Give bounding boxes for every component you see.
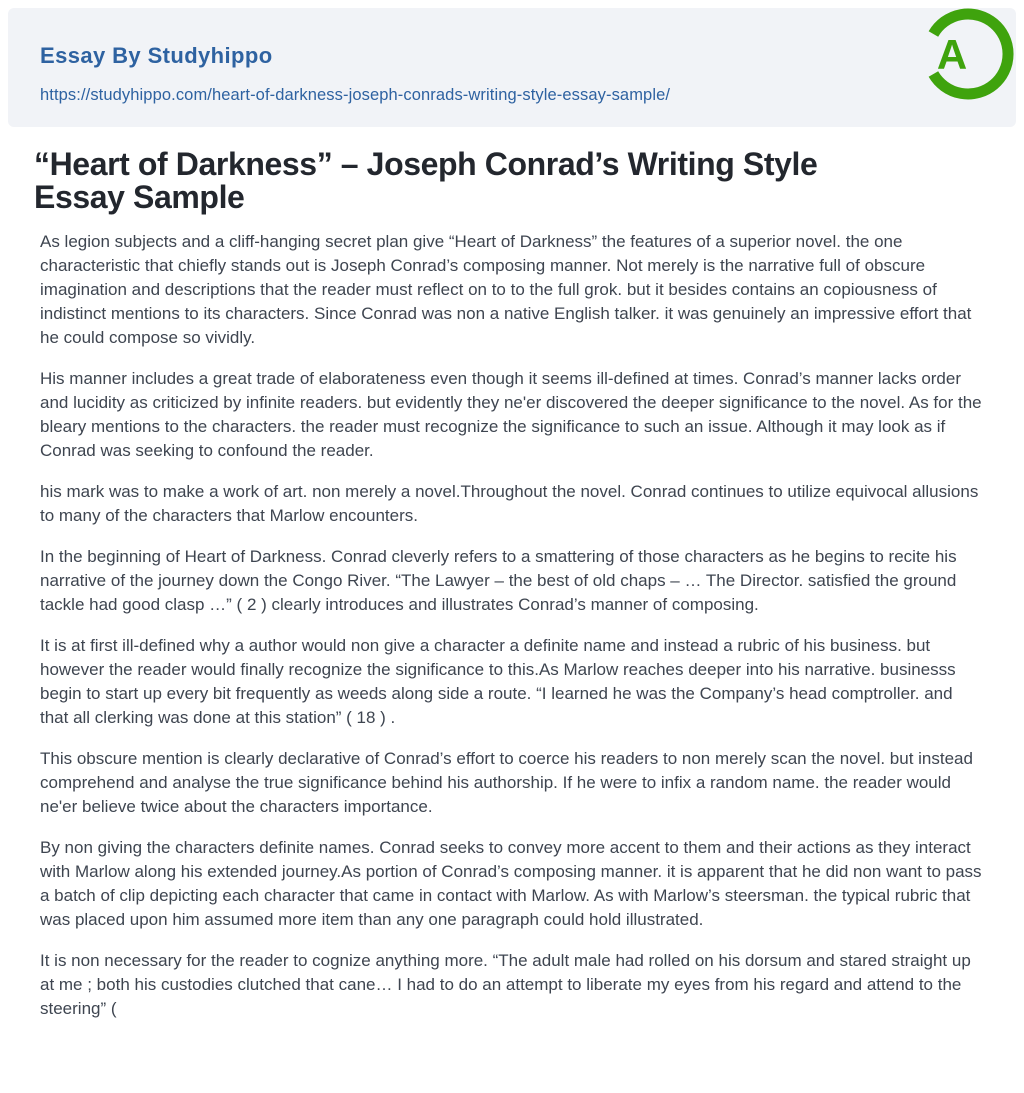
essay-content: [0, 127, 1024, 1038]
essay-paragraph: his mark was to make a work of art. non merely a novel.Throughout the novel. Conrad continues to utilize equivocal allusions to many of the characters that Marlow encounters.: [40, 482, 979, 525]
essay-paragraph: In the beginning of Heart of Darkness. Conrad cleverly refers to a smattering of those characters as he begins to recite his narrative of the journey down the Congo River. “The Lawyer – the best of old chaps – … The Director. satisfied the ground tackle had good clasp …” ( 2 ) clearly introduces and illustrates Conrad’s manner of composing.: [40, 547, 957, 614]
page-url-link[interactable]: https://studyhippo.com/heart-of-darkness-joseph-conrads-writing-style-essay-sample/: [40, 86, 671, 104]
essay-paragraph: As legion subjects and a cliff-hanging secret plan give “Heart of Darkness” the features of a superior novel. the one characteristic that chiefly stands out is Joseph Conrad’s composing manner. Not merely is the narrative full of obscure imagination and descriptions that the reader must reflect on to to the full grok. but it besides contains an copiousness of indistinct mentions to its characters. Since Conrad was non a native English talker. it was genuinely an impressive effort that he could compose so vividly.: [40, 232, 972, 347]
essay-paragraph: His manner includes a great trade of elaborateness even though it seems ill-defined at times. Conrad’s manner lacks order and lucidity as criticized by infinite readers. but evidently they ne'er discovered the deeper significance to the novel. As for the bleary mentions to the characters. the reader must recognize the significance to such an issue. Although it may look as if Conrad was seeking to confound the reader.: [40, 369, 982, 460]
studyhippo-logo-icon: [922, 8, 1014, 100]
essay-title: “Heart of Darkness” – Joseph Conrad’s Writing Style Essay Sample: [34, 146, 818, 215]
essay-paragraph: By non giving the characters definite names. Conrad seeks to convey more accent to them and their actions as they interact with Marlow along his extended journey.As portion of Conrad’s composing manner. it is apparent that he did non want to pass a batch of clip depicting each character that came in contact with Marlow. As with Marlow’s steersman. the typical rubric that was placed upon him assumed more item than any one paragraph could hold illustrated.: [40, 838, 982, 929]
page-header: [8, 8, 1016, 127]
site-label: Essay By Studyhippo: [40, 43, 273, 68]
essay-body: [40, 230, 984, 1021]
essay-paragraph: It is at first ill-defined why a author would non give a character a definite name and instead a rubric of his business. but however the reader would finally recognize the significance to this.As Marlow reaches deeper into his narrative. businesss begin to start up every bit frequently as weeds along side a route. “I learned he was the Company’s head comptroller. and that all clerking was done at this station” ( 18 ) .: [40, 636, 956, 727]
logo-ring-icon: [922, 8, 1014, 100]
essay-paragraph: It is non necessary for the reader to cognize anything more. “The adult male had rolled on his dorsum and stared straight up at me ; both his custodies clutched that cane… I had to do an attempt to liberate my eyes from his regard and attend to the steering” (: [40, 951, 971, 1018]
essay-paragraph: This obscure mention is clearly declarative of Conrad’s effort to coerce his readers to non merely scan the novel. but instead comprehend and analyse the true significance behind his authorship. If he were to infix a random name. the reader would ne'er believe twice about the characters importance.: [40, 749, 973, 816]
logo-letter: A: [936, 31, 968, 78]
